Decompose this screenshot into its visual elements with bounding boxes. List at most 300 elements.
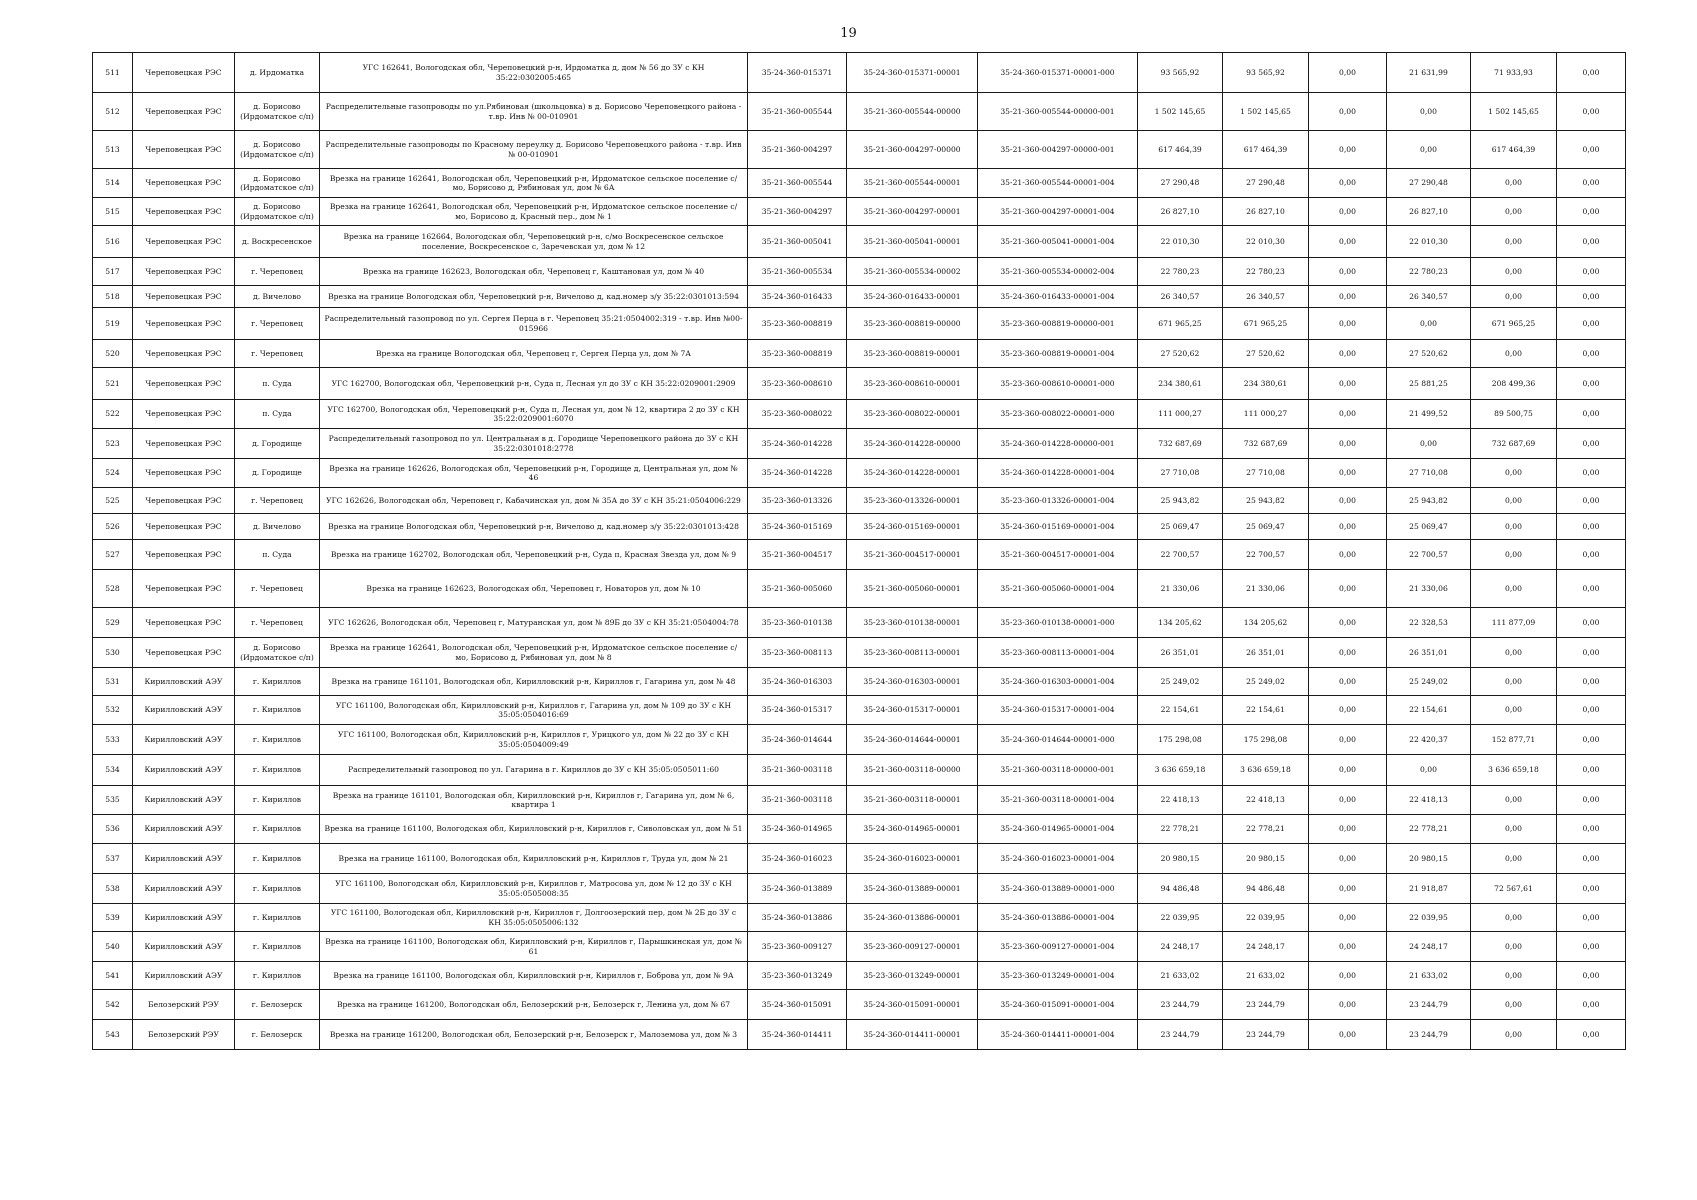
value-6-cell: 0,00 [1557,340,1626,368]
table-row [93,874,1626,904]
organization-cell: Череповецкая РЭС [133,93,235,131]
value-6-cell: 0,00 [1557,608,1626,638]
locality-cell: г. Кириллов [235,844,320,874]
value-4-cell: 24 248,17 [1387,932,1471,962]
value-6-cell: 0,00 [1557,874,1626,904]
row-number-cell: 523 [93,429,133,459]
organization-cell: Кирилловский АЭУ [133,696,235,725]
subobject-code-cell: 35-24-360-014228-00001 [847,459,978,488]
value-2-cell: 1 502 145,65 [1223,93,1309,131]
locality-cell: д. Городище [235,459,320,488]
object-description-cell: Врезка на границе Вологодская обл, Череповецкий р-н, Вичелово д, кад.номер з/у 35:22:0301013:594 [320,286,748,308]
object-code-cell: 35-21-360-004297 [748,198,847,226]
subobject-code-cell: 35-23-360-008819-00001 [847,340,978,368]
object-code-cell: 35-23-360-008819 [748,340,847,368]
organization-cell: Череповецкая РЭС [133,131,235,169]
value-3-cell: 0,00 [1309,368,1387,400]
object-description-cell: Врезка на границе 161200, Вологодская обл, Белозерский р-н, Белозерск г, Малоземова ул, дом № 3 [320,1020,748,1050]
value-1-cell: 671 965,25 [1138,308,1223,340]
value-1-cell: 25 069,47 [1138,514,1223,540]
row-number-cell: 520 [93,340,133,368]
value-4-cell: 22 780,23 [1387,258,1471,286]
value-1-cell: 732 687,69 [1138,429,1223,459]
object-code-cell: 35-24-360-014644 [748,725,847,755]
value-1-cell: 22 700,57 [1138,540,1223,570]
row-number-cell: 524 [93,459,133,488]
value-4-cell: 25 069,47 [1387,514,1471,540]
object-code-cell: 35-24-360-013886 [748,904,847,932]
table-row [93,962,1626,990]
value-3-cell: 0,00 [1309,696,1387,725]
organization-cell: Череповецкая РЭС [133,638,235,668]
value-4-cell: 21 631,99 [1387,53,1471,93]
table-row [93,932,1626,962]
element-code-cell: 35-23-360-013249-00001-004 [978,962,1138,990]
row-number-cell: 529 [93,608,133,638]
value-4-cell: 25 881,25 [1387,368,1471,400]
table-row [93,725,1626,755]
organization-cell: Череповецкая РЭС [133,570,235,608]
subobject-code-cell: 35-23-360-008610-00001 [847,368,978,400]
value-5-cell: 0,00 [1471,570,1557,608]
value-4-cell: 23 244,79 [1387,990,1471,1020]
value-3-cell: 0,00 [1309,514,1387,540]
row-number-cell: 511 [93,53,133,93]
table-row [93,514,1626,540]
organization-cell: Череповецкая РЭС [133,169,235,198]
locality-cell: г. Череповец [235,570,320,608]
object-description-cell: Врезка на границе Вологодская обл, Череповецкий р-н, Вичелово д, кад.номер з/у 35:22:0301013:428 [320,514,748,540]
object-code-cell: 35-21-360-005041 [748,226,847,258]
organization-cell: Череповецкая РЭС [133,488,235,514]
value-3-cell: 0,00 [1309,725,1387,755]
value-5-cell: 208 499,36 [1471,368,1557,400]
locality-cell: д. Вичелово [235,514,320,540]
table-row [93,459,1626,488]
row-number-cell: 541 [93,962,133,990]
value-5-cell: 71 933,93 [1471,53,1557,93]
row-number-cell: 518 [93,286,133,308]
value-3-cell: 0,00 [1309,488,1387,514]
value-1-cell: 617 464,39 [1138,131,1223,169]
element-code-cell: 35-21-360-005041-00001-004 [978,226,1138,258]
value-2-cell: 23 244,79 [1223,990,1309,1020]
organization-cell: Кирилловский АЭУ [133,932,235,962]
value-3-cell: 0,00 [1309,286,1387,308]
value-6-cell: 0,00 [1557,169,1626,198]
value-3-cell: 0,00 [1309,93,1387,131]
locality-cell: п. Суда [235,400,320,429]
value-5-cell: 0,00 [1471,962,1557,990]
object-code-cell: 35-23-360-013249 [748,962,847,990]
value-5-cell: 0,00 [1471,459,1557,488]
object-code-cell: 35-21-360-005544 [748,169,847,198]
row-number-cell: 528 [93,570,133,608]
value-2-cell: 22 700,57 [1223,540,1309,570]
locality-cell: д. Борисово (Ирдоматское с/п) [235,198,320,226]
locality-cell: г. Череповец [235,308,320,340]
value-4-cell: 22 700,57 [1387,540,1471,570]
value-5-cell: 1 502 145,65 [1471,93,1557,131]
organization-cell: Кирилловский АЭУ [133,668,235,696]
table-row [93,540,1626,570]
value-4-cell: 0,00 [1387,429,1471,459]
value-2-cell: 22 039,95 [1223,904,1309,932]
value-3-cell: 0,00 [1309,904,1387,932]
value-6-cell: 0,00 [1557,226,1626,258]
value-6-cell: 0,00 [1557,570,1626,608]
row-number-cell: 512 [93,93,133,131]
subobject-code-cell: 35-21-360-005041-00001 [847,226,978,258]
object-code-cell: 35-21-360-003118 [748,755,847,786]
table-row [93,638,1626,668]
value-3-cell: 0,00 [1309,668,1387,696]
organization-cell: Череповецкая РЭС [133,514,235,540]
value-2-cell: 26 351,01 [1223,638,1309,668]
value-3-cell: 0,00 [1309,308,1387,340]
value-6-cell: 0,00 [1557,400,1626,429]
value-2-cell: 23 244,79 [1223,1020,1309,1050]
subobject-code-cell: 35-23-360-010138-00001 [847,608,978,638]
element-code-cell: 35-24-360-016023-00001-004 [978,844,1138,874]
row-number-cell: 540 [93,932,133,962]
element-code-cell: 35-23-360-013326-00001-004 [978,488,1138,514]
object-code-cell: 35-23-360-008610 [748,368,847,400]
value-1-cell: 22 778,21 [1138,815,1223,844]
element-code-cell: 35-21-360-005534-00002-004 [978,258,1138,286]
subobject-code-cell: 35-21-360-004297-00001 [847,198,978,226]
object-code-cell: 35-23-360-008022 [748,400,847,429]
table-row [93,815,1626,844]
element-code-cell: 35-24-360-014228-00000-001 [978,429,1138,459]
value-4-cell: 0,00 [1387,131,1471,169]
object-description-cell: Врезка на границе 162626, Вологодская обл, Череповецкий р-н, Городище д, Центральная ул, дом № 46 [320,459,748,488]
locality-cell: д. Воскресенское [235,226,320,258]
element-code-cell: 35-21-360-005060-00001-004 [978,570,1138,608]
value-3-cell: 0,00 [1309,198,1387,226]
value-4-cell: 26 827,10 [1387,198,1471,226]
value-1-cell: 3 636 659,18 [1138,755,1223,786]
locality-cell: г. Кириллов [235,696,320,725]
subobject-code-cell: 35-23-360-008022-00001 [847,400,978,429]
value-6-cell: 0,00 [1557,668,1626,696]
value-6-cell: 0,00 [1557,198,1626,226]
value-3-cell: 0,00 [1309,990,1387,1020]
value-1-cell: 21 330,06 [1138,570,1223,608]
table-row [93,400,1626,429]
organization-cell: Кирилловский АЭУ [133,962,235,990]
organization-cell: Белозерский РЭУ [133,1020,235,1050]
locality-cell: д. Борисово (Ирдоматское с/п) [235,169,320,198]
value-3-cell: 0,00 [1309,258,1387,286]
value-5-cell: 0,00 [1471,904,1557,932]
locality-cell: д. Ирдоматка [235,53,320,93]
value-4-cell: 0,00 [1387,755,1471,786]
value-5-cell: 617 464,39 [1471,131,1557,169]
value-2-cell: 732 687,69 [1223,429,1309,459]
subobject-code-cell: 35-24-360-014965-00001 [847,815,978,844]
subobject-code-cell: 35-21-360-004517-00001 [847,540,978,570]
object-description-cell: Распределительный газопровод по ул. Центральная в д. Городище Череповецкого района до ЗУ с КН 35:22:0301018:2778 [320,429,748,459]
value-1-cell: 27 290,48 [1138,169,1223,198]
organization-cell: Кирилловский АЭУ [133,874,235,904]
object-description-cell: УГС 162641, Вологодская обл, Череповецкий р-н, Ирдоматка д, дом № 56 до ЗУ с КН 35:22:0302005:465 [320,53,748,93]
element-code-cell: 35-23-360-008819-00001-004 [978,340,1138,368]
value-4-cell: 27 710,08 [1387,459,1471,488]
object-description-cell: Врезка на границе 161100, Вологодская обл, Кирилловский р-н, Кириллов г, Парышкинская ул, дом № 61 [320,932,748,962]
row-number-cell: 519 [93,308,133,340]
element-code-cell: 35-24-360-015317-00001-004 [978,696,1138,725]
value-3-cell: 0,00 [1309,844,1387,874]
organization-cell: Кирилловский АЭУ [133,904,235,932]
subobject-code-cell: 35-24-360-015371-00001 [847,53,978,93]
value-5-cell: 0,00 [1471,340,1557,368]
organization-cell: Череповецкая РЭС [133,459,235,488]
value-3-cell: 0,00 [1309,131,1387,169]
value-3-cell: 0,00 [1309,540,1387,570]
locality-cell: г. Кириллов [235,755,320,786]
row-number-cell: 539 [93,904,133,932]
object-description-cell: УГС 161100, Вологодская обл, Кирилловский р-н, Кириллов г, Матросова ул, дом № 12 до ЗУ с КН 35:05:0505008:35 [320,874,748,904]
subobject-code-cell: 35-23-360-008113-00001 [847,638,978,668]
value-4-cell: 25 249,02 [1387,668,1471,696]
element-code-cell: 35-23-360-009127-00001-004 [978,932,1138,962]
value-5-cell: 671 965,25 [1471,308,1557,340]
subobject-code-cell: 35-24-360-014228-00000 [847,429,978,459]
organization-cell: Череповецкая РЭС [133,53,235,93]
organization-cell: Череповецкая РЭС [133,368,235,400]
value-2-cell: 27 290,48 [1223,169,1309,198]
row-number-cell: 538 [93,874,133,904]
value-2-cell: 21 330,06 [1223,570,1309,608]
object-description-cell: Врезка на границе 162664, Вологодская обл, Череповецкий р-н, с/мо Воскресенское сельское поселение, Воскресенское с, Заречевская ул, дом № 12 [320,226,748,258]
element-code-cell: 35-24-360-015091-00001-004 [978,990,1138,1020]
value-2-cell: 22 154,61 [1223,696,1309,725]
object-description-cell: Врезка на границе 161100, Вологодская обл, Кирилловский р-н, Кириллов г, Сиволовская ул, дом № 51 [320,815,748,844]
value-5-cell: 0,00 [1471,990,1557,1020]
organization-cell: Череповецкая РЭС [133,400,235,429]
value-6-cell: 0,00 [1557,815,1626,844]
object-code-cell: 35-23-360-013326 [748,488,847,514]
locality-cell: п. Суда [235,368,320,400]
locality-cell: г. Белозерск [235,990,320,1020]
element-code-cell: 35-24-360-014411-00001-004 [978,1020,1138,1050]
organization-cell: Череповецкая РЭС [133,608,235,638]
row-number-cell: 542 [93,990,133,1020]
locality-cell: д. Борисово (Ирдоматское с/п) [235,131,320,169]
object-description-cell: Врезка на границе 162641, Вологодская обл, Череповецкий р-н, Ирдоматское сельское поселение с/мо, Борисово д, Рябиновая ул, дом № 6А [320,169,748,198]
row-number-cell: 534 [93,755,133,786]
value-2-cell: 27 710,08 [1223,459,1309,488]
table-row [93,786,1626,815]
value-2-cell: 22 778,21 [1223,815,1309,844]
object-description-cell: Врезка на границе 162623, Вологодская обл, Череповец г, Новаторов ул, дом № 10 [320,570,748,608]
element-code-cell: 35-24-360-016303-00001-004 [978,668,1138,696]
table-row [93,308,1626,340]
value-5-cell: 0,00 [1471,169,1557,198]
value-6-cell: 0,00 [1557,308,1626,340]
value-2-cell: 22 780,23 [1223,258,1309,286]
locality-cell: г. Кириллов [235,932,320,962]
table-row [93,226,1626,258]
value-4-cell: 22 328,53 [1387,608,1471,638]
element-code-cell: 35-21-360-005544-00000-001 [978,93,1138,131]
row-number-cell: 535 [93,786,133,815]
value-2-cell: 25 249,02 [1223,668,1309,696]
organization-cell: Череповецкая РЭС [133,540,235,570]
value-1-cell: 25 943,82 [1138,488,1223,514]
subobject-code-cell: 35-23-360-013249-00001 [847,962,978,990]
object-description-cell: Врезка на границе 162641, Вологодская обл, Череповецкий р-н, Ирдоматское сельское поселение с/мо, Борисово д, Красный пер., дом № 1 [320,198,748,226]
value-6-cell: 0,00 [1557,844,1626,874]
value-5-cell: 0,00 [1471,638,1557,668]
value-5-cell: 0,00 [1471,540,1557,570]
subobject-code-cell: 35-24-360-015091-00001 [847,990,978,1020]
value-6-cell: 0,00 [1557,258,1626,286]
value-5-cell: 89 500,75 [1471,400,1557,429]
value-6-cell: 0,00 [1557,429,1626,459]
table-row [93,608,1626,638]
value-5-cell: 3 636 659,18 [1471,755,1557,786]
value-5-cell: 0,00 [1471,932,1557,962]
organization-cell: Череповецкая РЭС [133,308,235,340]
value-5-cell: 0,00 [1471,786,1557,815]
locality-cell: г. Кириллов [235,786,320,815]
object-code-cell: 35-24-360-014965 [748,815,847,844]
object-code-cell: 35-21-360-004517 [748,540,847,570]
value-4-cell: 25 943,82 [1387,488,1471,514]
element-code-cell: 35-24-360-014965-00001-004 [978,815,1138,844]
value-2-cell: 111 000,27 [1223,400,1309,429]
object-description-cell: Врезка на границе 161100, Вологодская обл, Кирилловский р-н, Кириллов г, Труда ул, дом № 21 [320,844,748,874]
value-3-cell: 0,00 [1309,400,1387,429]
value-1-cell: 22 010,30 [1138,226,1223,258]
row-number-cell: 525 [93,488,133,514]
table-row [93,755,1626,786]
value-2-cell: 617 464,39 [1223,131,1309,169]
value-6-cell: 0,00 [1557,932,1626,962]
element-code-cell: 35-21-360-003118-00001-004 [978,786,1138,815]
table-row [93,368,1626,400]
object-code-cell: 35-24-360-014411 [748,1020,847,1050]
locality-cell: г. Кириллов [235,815,320,844]
value-6-cell: 0,00 [1557,53,1626,93]
value-1-cell: 134 205,62 [1138,608,1223,638]
object-code-cell: 35-23-360-008113 [748,638,847,668]
organization-cell: Череповецкая РЭС [133,226,235,258]
value-1-cell: 22 780,23 [1138,258,1223,286]
subobject-code-cell: 35-24-360-015169-00001 [847,514,978,540]
value-4-cell: 22 010,30 [1387,226,1471,258]
value-6-cell: 0,00 [1557,514,1626,540]
value-4-cell: 26 351,01 [1387,638,1471,668]
subobject-code-cell: 35-21-360-003118-00000 [847,755,978,786]
value-4-cell: 22 778,21 [1387,815,1471,844]
value-1-cell: 25 249,02 [1138,668,1223,696]
locality-cell: г. Кириллов [235,962,320,990]
value-6-cell: 0,00 [1557,488,1626,514]
value-5-cell: 0,00 [1471,226,1557,258]
object-description-cell: УГС 161100, Вологодская обл, Кирилловский р-н, Кириллов г, Долгоозерский пер, дом № 2Б до ЗУ с КН 35:05:0505006:132 [320,904,748,932]
object-description-cell: Распределительные газопроводы по Красному переулку д. Борисово Череповецкого района - т.вр. Инв № 00-010901 [320,131,748,169]
subobject-code-cell: 35-24-360-013889-00001 [847,874,978,904]
element-code-cell: 35-23-360-010138-00001-000 [978,608,1138,638]
subobject-code-cell: 35-21-360-004297-00000 [847,131,978,169]
organization-cell: Кирилловский АЭУ [133,844,235,874]
object-code-cell: 35-21-360-005544 [748,93,847,131]
organization-cell: Череповецкая РЭС [133,198,235,226]
row-number-cell: 533 [93,725,133,755]
value-2-cell: 175 298,08 [1223,725,1309,755]
value-6-cell: 0,00 [1557,990,1626,1020]
value-4-cell: 22 039,95 [1387,904,1471,932]
value-1-cell: 27 710,08 [1138,459,1223,488]
element-code-cell: 35-24-360-013886-00001-004 [978,904,1138,932]
object-description-cell: Врезка на границе 161101, Вологодская обл, Кирилловский р-н, Кириллов г, Гагарина ул, дом № 6, квартира 1 [320,786,748,815]
row-number-cell: 521 [93,368,133,400]
object-code-cell: 35-21-360-004297 [748,131,847,169]
object-code-cell: 35-23-360-010138 [748,608,847,638]
organization-cell: Кирилловский АЭУ [133,725,235,755]
value-3-cell: 0,00 [1309,755,1387,786]
object-description-cell: УГС 161100, Вологодская обл, Кирилловский р-н, Кириллов г, Урицкого ул, дом № 22 до ЗУ с КН 35:05:0504009:49 [320,725,748,755]
table-row [93,844,1626,874]
object-description-cell: Врезка на границе 161200, Вологодская обл, Белозерский р-н, Белозерск г, Ленина ул, дом № 67 [320,990,748,1020]
subobject-code-cell: 35-24-360-016023-00001 [847,844,978,874]
element-code-cell: 35-21-360-005544-00001-004 [978,169,1138,198]
value-4-cell: 22 420,37 [1387,725,1471,755]
locality-cell: г. Череповец [235,258,320,286]
locality-cell: г. Череповец [235,488,320,514]
value-4-cell: 20 980,15 [1387,844,1471,874]
element-code-cell: 35-21-360-004297-00001-004 [978,198,1138,226]
object-description-cell: Распределительные газопроводы по ул.Рябиновая (школьцовка) в д. Борисово Череповецкого района - т.вр. Инв № 00-010901 [320,93,748,131]
value-1-cell: 20 980,15 [1138,844,1223,874]
row-number-cell: 522 [93,400,133,429]
object-code-cell: 35-24-360-015169 [748,514,847,540]
locality-cell: г. Череповец [235,340,320,368]
object-code-cell: 35-24-360-015371 [748,53,847,93]
value-6-cell: 0,00 [1557,459,1626,488]
table-row [93,570,1626,608]
value-2-cell: 93 565,92 [1223,53,1309,93]
value-4-cell: 26 340,57 [1387,286,1471,308]
object-description-cell: УГС 162626, Вологодская обл, Череповец г, Матуранская ул, дом № 89Б до ЗУ с КН 35:21:0504004:78 [320,608,748,638]
value-6-cell: 0,00 [1557,755,1626,786]
value-3-cell: 0,00 [1309,815,1387,844]
value-5-cell: 0,00 [1471,844,1557,874]
table-row [93,904,1626,932]
value-4-cell: 27 520,62 [1387,340,1471,368]
value-1-cell: 23 244,79 [1138,990,1223,1020]
object-description-cell: УГС 162626, Вологодская обл, Череповец г, Кабачинская ул, дом № 35А до ЗУ с КН 35:21:0504006:229 [320,488,748,514]
locality-cell: г. Кириллов [235,668,320,696]
subobject-code-cell: 35-24-360-016433-00001 [847,286,978,308]
value-5-cell: 0,00 [1471,514,1557,540]
row-number-cell: 543 [93,1020,133,1050]
element-code-cell: 35-24-360-015169-00001-004 [978,514,1138,540]
registry-body [93,53,1626,1050]
element-code-cell: 35-21-360-004297-00000-001 [978,131,1138,169]
row-number-cell: 537 [93,844,133,874]
value-1-cell: 24 248,17 [1138,932,1223,962]
value-3-cell: 0,00 [1309,962,1387,990]
table-row [93,340,1626,368]
subobject-code-cell: 35-23-360-013326-00001 [847,488,978,514]
value-5-cell: 0,00 [1471,696,1557,725]
value-4-cell: 22 154,61 [1387,696,1471,725]
object-code-cell: 35-21-360-005534 [748,258,847,286]
